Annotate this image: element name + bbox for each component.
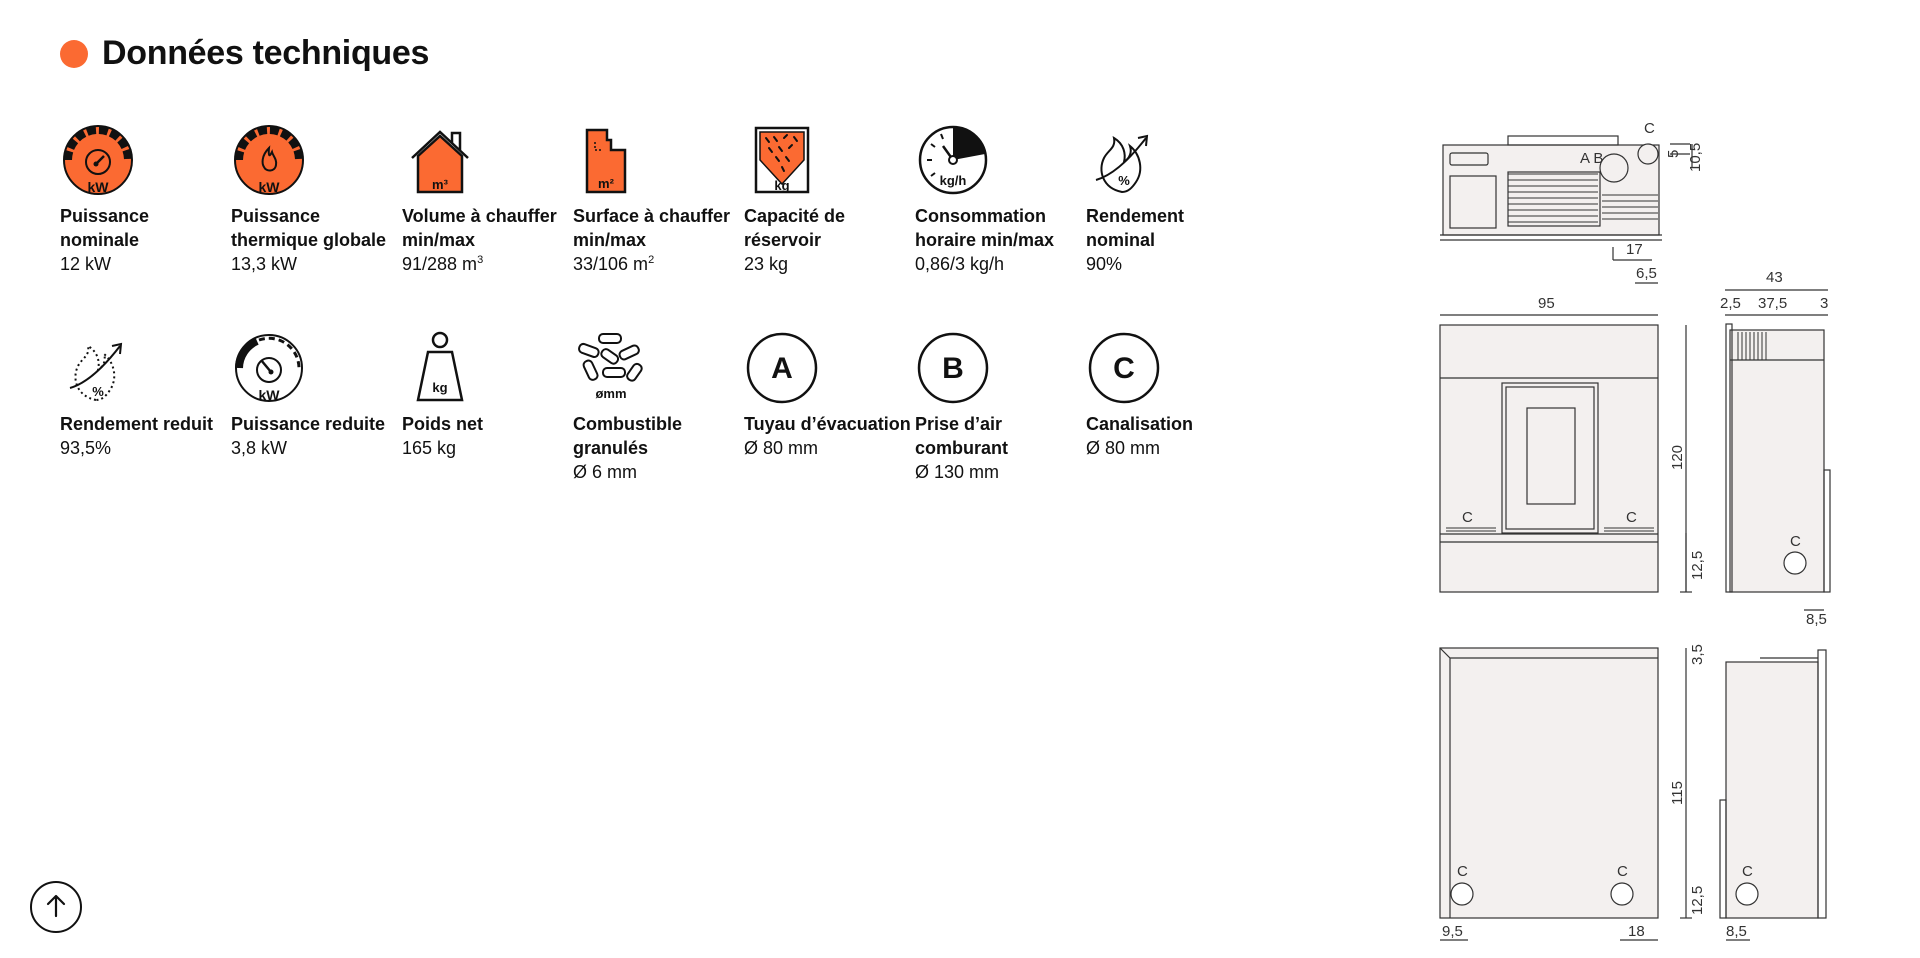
svg-text:m²: m² <box>598 176 614 191</box>
svg-text:C: C <box>1462 509 1473 526</box>
spec-label: Consommation horaire min/max <box>915 206 1055 250</box>
letter-c-icon <box>1086 330 1162 406</box>
svg-text:3,5: 3,5 <box>1689 644 1706 665</box>
svg-text:C: C <box>1742 863 1753 880</box>
svg-text:2,5: 2,5 <box>1720 295 1741 312</box>
svg-text:120: 120 <box>1669 444 1686 470</box>
svg-text:6,5: 6,5 <box>1636 265 1657 282</box>
pellet-hopper-kg-icon <box>744 122 820 198</box>
flame-gauge-kw-icon <box>231 122 307 198</box>
spec-item <box>915 330 1086 522</box>
spec-value: 90% <box>1086 254 1123 274</box>
spec-value: Ø 80 mm <box>744 438 819 458</box>
pellets-diameter-icon <box>573 330 649 406</box>
svg-text:kg: kg <box>432 380 448 395</box>
spec-item <box>744 330 915 522</box>
spec-label: Puissance thermique globale <box>231 206 387 250</box>
spec-value: 12 kW <box>60 254 112 274</box>
spec-value: 165 kg <box>402 438 457 458</box>
spec-item <box>915 122 1086 314</box>
spec-label: Volume à chauffer min/max <box>402 206 557 250</box>
svg-text:C: C <box>1644 120 1655 137</box>
spec-item <box>573 122 744 314</box>
svg-text:10,5: 10,5 <box>1687 142 1704 172</box>
svg-text:17: 17 <box>1626 241 1643 258</box>
spec-label: Puissance reduite <box>231 414 386 434</box>
consumption-dial-kgh-icon <box>915 122 991 198</box>
spec-label: Tuyau d’évacuation <box>744 414 911 434</box>
spec-item <box>60 330 231 522</box>
svg-text:12,5: 12,5 <box>1689 885 1706 915</box>
spec-item <box>744 122 915 314</box>
weight-kg-icon <box>402 330 478 406</box>
svg-text:kg/h: kg/h <box>939 173 967 188</box>
reduced-gauge-kw-icon <box>231 330 307 406</box>
svg-text:m³: m³ <box>432 177 448 192</box>
scroll-to-top-button[interactable] <box>30 881 82 933</box>
spec-label: Surface à chauffer min/max <box>573 206 731 250</box>
svg-text:C: C <box>1457 863 1468 880</box>
reduced-efficiency-icon <box>60 330 136 406</box>
svg-text:%: % <box>92 384 104 399</box>
spec-value: 13,3 kW <box>231 254 298 274</box>
svg-text:43: 43 <box>1766 269 1783 286</box>
stove-dimension-drawing <box>1420 110 1840 950</box>
spec-item <box>402 122 573 314</box>
spec-value: 93,5% <box>60 438 112 458</box>
svg-text:ømm: ømm <box>595 386 627 401</box>
spec-label: Poids net <box>402 414 484 434</box>
spec-item <box>402 330 573 522</box>
spec-label: Combustible granulés <box>573 414 683 458</box>
flame-efficiency-icon <box>1086 122 1162 198</box>
spec-value <box>573 252 744 276</box>
svg-text:kW: kW <box>258 387 280 403</box>
house-m3-icon <box>402 122 478 198</box>
gauge-kw-icon <box>60 122 136 198</box>
spec-item <box>573 330 744 522</box>
spec-value: Ø 6 mm <box>573 462 638 482</box>
svg-text:kW: kW <box>87 179 109 195</box>
svg-text:12,5: 12,5 <box>1689 550 1706 580</box>
spec-label: Canalisation <box>1086 414 1194 434</box>
spec-item <box>60 122 231 314</box>
spec-grid <box>60 122 1257 522</box>
svg-text:9,5: 9,5 <box>1442 923 1463 940</box>
front-view-drawing <box>1440 315 1692 592</box>
svg-text:kg: kg <box>774 178 790 193</box>
spec-value: Ø 130 mm <box>915 462 1000 482</box>
spec-value: Ø 80 mm <box>1086 438 1161 458</box>
svg-text:95: 95 <box>1538 295 1555 312</box>
svg-text:5: 5 <box>1665 149 1682 158</box>
spec-label: Prise d’air comburant <box>915 414 1009 458</box>
floor-plan-m2-icon <box>573 122 649 198</box>
back-view-drawing <box>1440 648 1692 940</box>
spec-value <box>402 252 573 276</box>
svg-text:C: C <box>1790 533 1801 550</box>
letter-a-icon <box>744 330 820 406</box>
spec-value: 0,86/3 kg/h <box>915 254 1005 274</box>
spec-value: 3,8 kW <box>231 438 288 458</box>
svg-text:B: B <box>942 352 964 385</box>
spec-item <box>1086 330 1257 522</box>
svg-text:3: 3 <box>1820 295 1829 312</box>
svg-text:37,5: 37,5 <box>1758 295 1788 312</box>
side-view-drawing <box>1725 290 1830 610</box>
svg-text:18: 18 <box>1628 923 1645 940</box>
page-title: Données techniques <box>102 34 430 72</box>
svg-text:115: 115 <box>1669 781 1686 805</box>
svg-text:A B: A B <box>1580 150 1604 167</box>
letter-b-icon <box>915 330 991 406</box>
spec-label: Rendement nominal <box>1086 206 1185 250</box>
spec-value-main: 91/288 m <box>402 254 478 274</box>
spec-label: Capacité de réservoir <box>744 206 846 250</box>
arrow-up-icon <box>42 892 70 923</box>
accent-dot-icon <box>60 40 88 68</box>
svg-text:8,5: 8,5 <box>1806 611 1827 628</box>
spec-label: Puissance nominale <box>60 206 150 250</box>
spec-value-main: 33/106 m <box>573 254 649 274</box>
spec-item <box>231 330 402 522</box>
svg-text:C: C <box>1113 352 1135 385</box>
spec-label: Rendement reduit <box>60 414 214 434</box>
back-side-view-drawing <box>1720 650 1826 940</box>
spec-item <box>231 122 402 314</box>
svg-text:%: % <box>1118 173 1130 188</box>
svg-text:A: A <box>771 352 793 385</box>
svg-text:8,5: 8,5 <box>1726 923 1747 940</box>
technical-drawings <box>1420 110 1840 950</box>
svg-text:C: C <box>1626 509 1637 526</box>
spec-item <box>1086 122 1257 314</box>
top-view-drawing <box>1440 136 1692 283</box>
svg-text:C: C <box>1617 863 1628 880</box>
svg-text:kW: kW <box>258 179 280 195</box>
spec-value: 23 kg <box>744 254 789 274</box>
section-header <box>60 34 429 73</box>
spec-value-sup: 3 <box>477 254 484 266</box>
spec-value-sup: 2 <box>648 254 655 266</box>
